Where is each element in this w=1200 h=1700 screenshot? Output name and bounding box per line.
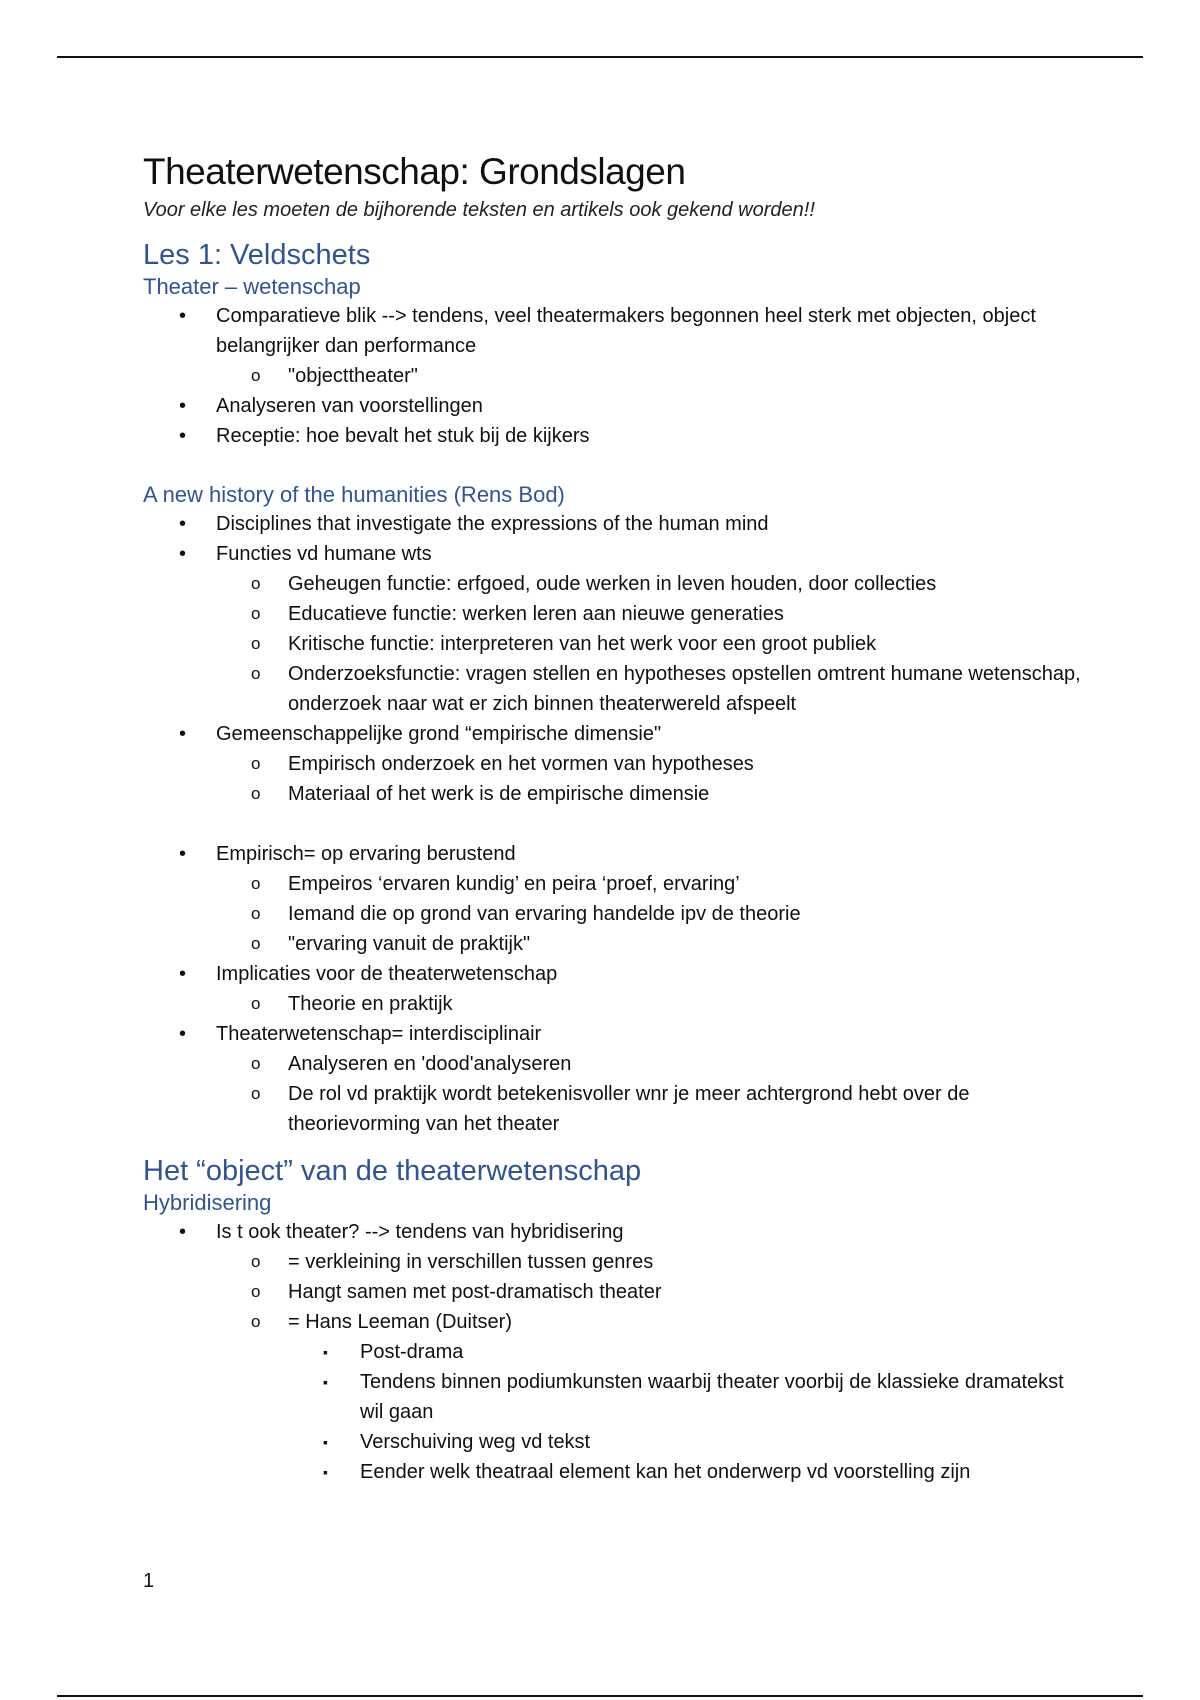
spacer xyxy=(143,1139,1083,1153)
page-number: 1 xyxy=(143,1570,155,1592)
list-item: • Analyseren van voorstellingen xyxy=(143,391,1083,421)
circle-bullet-icon: o xyxy=(251,604,261,623)
list-item: • Empirisch= op ervaring berustend xyxy=(143,839,1083,869)
square-bullet-icon: ▪ xyxy=(323,1464,328,1480)
list-item: • Receptie: hoe bevalt het stuk bij de kijkers xyxy=(143,421,1083,451)
circle-bullet-icon: o xyxy=(251,994,261,1013)
list-item: ▪ Eender welk theatraal element kan het onderwerp vd voorstelling zijn xyxy=(143,1457,1083,1487)
bullet-icon: • xyxy=(179,543,187,565)
circle-bullet-icon: o xyxy=(251,874,261,893)
list-item: o Analyseren en 'dood'analyseren xyxy=(143,1049,1083,1079)
bullet-icon: • xyxy=(179,963,187,985)
bullet-icon: • xyxy=(179,305,187,327)
list-item: o Materiaal of het werk is de empirische dimensie xyxy=(143,779,1083,809)
bullet-icon: • xyxy=(179,425,187,447)
list-item: ▪ Tendens binnen podiumkunsten waarbij theater voorbij de klassieke dramatekst wil gaan xyxy=(143,1367,1083,1427)
bullet-icon: • xyxy=(179,513,187,535)
document-title: Theaterwetenschap: Grondslagen xyxy=(143,151,686,192)
list-item: o Kritische functie: interpreteren van het werk voor een groot publiek xyxy=(143,629,1083,659)
circle-bullet-icon: o xyxy=(251,754,261,773)
list-item: • Comparatieve blik --> tendens, veel theatermakers begonnen heel sterk met objecten, object belangrijker dan performance xyxy=(143,301,1083,361)
list-item: o Onderzoeksfunctie: vragen stellen en hypotheses opstellen omtrent humane wetenschap, onderzoek naar wat er zich binnen theaterwereld afspeelt xyxy=(143,659,1083,719)
document-page xyxy=(143,150,1083,1487)
circle-bullet-icon: o xyxy=(251,1054,261,1073)
list-item: o Empeiros ‘ervaren kundig’ en peira ‘proef, ervaring’ xyxy=(143,869,1083,899)
list-item: • Functies vd humane wts xyxy=(143,539,1083,569)
circle-bullet-icon: o xyxy=(251,934,261,953)
square-bullet-icon: ▪ xyxy=(323,1434,328,1450)
spacer xyxy=(143,223,1083,237)
list-item: • Is t ook theater? --> tendens van hybridisering xyxy=(143,1217,1083,1247)
list-item: o Hangt samen met post-dramatisch theater xyxy=(143,1277,1083,1307)
list-item: • Implicaties voor de theaterwetenschap xyxy=(143,959,1083,989)
square-bullet-icon: ▪ xyxy=(323,1344,328,1360)
circle-bullet-icon: o xyxy=(251,664,261,683)
circle-bullet-icon: o xyxy=(251,784,261,803)
square-bullet-icon: ▪ xyxy=(323,1374,328,1390)
document-subtitle: Voor elke les moeten de bijhorende teksten en artikels ook gekend worden!! xyxy=(143,199,815,221)
page-top-rule xyxy=(57,56,1143,58)
circle-bullet-icon: o xyxy=(251,1084,261,1103)
subheading-theater-wetenschap: Theater – wetenschap xyxy=(143,274,361,299)
circle-bullet-icon: o xyxy=(251,1282,261,1301)
list-item: o = Hans Leeman (Duitser) xyxy=(143,1307,1083,1337)
list-item: o Empirisch onderzoek en het vormen van hypotheses xyxy=(143,749,1083,779)
circle-bullet-icon: o xyxy=(251,904,261,923)
bullet-icon: • xyxy=(179,1221,187,1243)
list-hybridisering xyxy=(143,1217,1083,1487)
heading-object: Het “object” van de theaterwetenschap xyxy=(143,1155,642,1187)
list-item: o "objecttheater" xyxy=(143,361,1083,391)
circle-bullet-icon: o xyxy=(251,1252,261,1271)
list-item: o De rol vd praktijk wordt betekenisvoller wnr je meer achtergrond hebt over de theorievorming van het theater xyxy=(143,1079,1083,1139)
bullet-icon: • xyxy=(179,723,187,745)
spacer xyxy=(143,809,1083,839)
list-new-history xyxy=(143,509,1083,809)
subheading-new-history: A new history of the humanities (Rens Bod) xyxy=(143,482,565,507)
list-item: o Educatieve functie: werken leren aan nieuwe generaties xyxy=(143,599,1083,629)
list-item: • Gemeenschappelijke grond “empirische dimensie" xyxy=(143,719,1083,749)
circle-bullet-icon: o xyxy=(251,366,261,385)
circle-bullet-icon: o xyxy=(251,574,261,593)
list-item: o = verkleining in verschillen tussen genres xyxy=(143,1247,1083,1277)
list-item: ▪ Post-drama xyxy=(143,1337,1083,1367)
list-item: o Theorie en praktijk xyxy=(143,989,1083,1019)
subheading-hybridisering: Hybridisering xyxy=(143,1190,272,1215)
spacer xyxy=(143,451,1083,481)
bullet-icon: • xyxy=(179,1023,187,1045)
list-item: • Theaterwetenschap= interdisciplinair xyxy=(143,1019,1083,1049)
list-theater-wetenschap xyxy=(143,301,1083,451)
list-item: • Disciplines that investigate the expressions of the human mind xyxy=(143,509,1083,539)
circle-bullet-icon: o xyxy=(251,1312,261,1331)
bullet-icon: • xyxy=(179,843,187,865)
circle-bullet-icon: o xyxy=(251,634,261,653)
list-item: ▪ Verschuiving weg vd tekst xyxy=(143,1427,1083,1457)
list-item: o "ervaring vanuit de praktijk" xyxy=(143,929,1083,959)
heading-les1: Les 1: Veldschets xyxy=(143,239,371,271)
list-item: o Iemand die op grond van ervaring handelde ipv de theorie xyxy=(143,899,1083,929)
list-item: o Geheugen functie: erfgoed, oude werken in leven houden, door collecties xyxy=(143,569,1083,599)
page-bottom-rule xyxy=(57,1695,1143,1697)
list-empirisch xyxy=(143,839,1083,1139)
bullet-icon: • xyxy=(179,395,187,417)
